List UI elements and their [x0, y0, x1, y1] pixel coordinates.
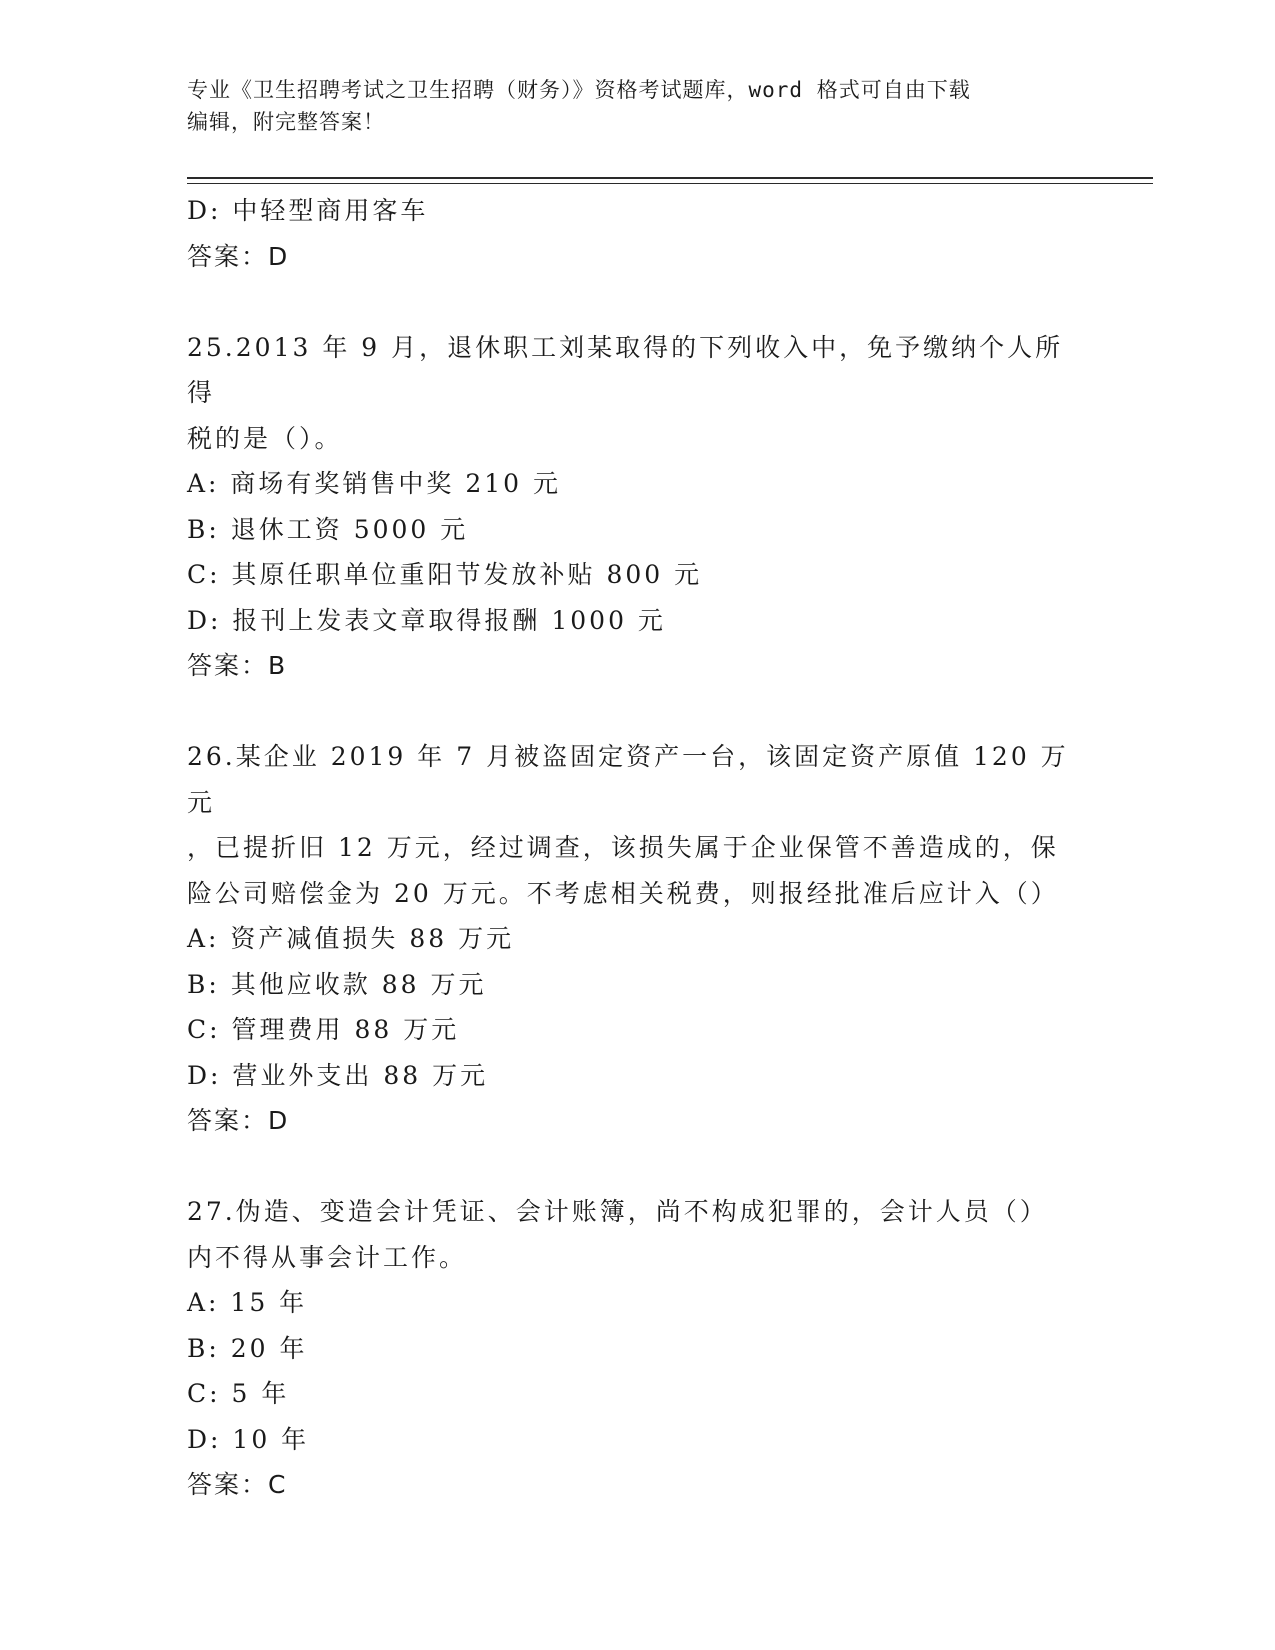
option-a: A: 商场有奖销售中奖 210 元: [187, 469, 562, 498]
option-c: C: 5 年: [187, 1379, 290, 1408]
question-stem-line: 险公司赔偿金为 20 万元。不考虑相关税费，则报经批准后应计入（）: [187, 878, 1059, 908]
option-b: B: 20 年: [187, 1333, 308, 1363]
spacer: [187, 689, 1087, 735]
option-d: D: 中轻型商用客车: [187, 196, 429, 225]
header-line-2: 编辑，附完整答案！: [187, 110, 385, 134]
option-d: D: 10 年: [187, 1424, 310, 1454]
header-rule-thick: [187, 177, 1153, 179]
question-stem-line: 27.伪造、变造会计凭证、会计账簿，尚不构成犯罪的，会计人员（）: [187, 1197, 1048, 1226]
option-d: D: 报刊上发表文章取得报酬 1000 元: [187, 605, 666, 635]
question-stem-line: 内不得从事会计工作。: [187, 1242, 468, 1272]
question-27: [187, 1189, 1087, 1508]
option-a: A: 资产减值损失 88 万元: [187, 924, 515, 953]
question-25: [187, 325, 1087, 689]
question-stem-line: ，已提折旧 12 万元，经过调查，该损失属于企业保管不善造成的，保: [187, 833, 1059, 862]
answer: 答案：D: [187, 241, 290, 271]
option-c: C: 管理费用 88 万元: [187, 1015, 460, 1044]
question-list: [187, 188, 1087, 1508]
question-stem-line: 25.2013 年 9 月，退休职工刘某取得的下列收入中，免予缴纳个人所得: [187, 332, 1064, 407]
document-header: [187, 74, 1067, 138]
answer: 答案：C: [187, 1470, 288, 1499]
spacer: [187, 279, 1087, 325]
option-c: C: 其原任职单位重阳节发放补贴 800 元: [187, 560, 703, 589]
option-d: D: 营业外支出 88 万元: [187, 1060, 489, 1090]
spacer: [187, 1144, 1087, 1190]
question-26: [187, 734, 1087, 1144]
question-stem-line: 26.某企业 2019 年 7 月被盗固定资产一台，该固定资产原值 120 万元: [187, 742, 1069, 817]
header-line-1: 专业《卫生招聘考试之卫生招聘（财务）》资格考试题库，word 格式可自由下载: [187, 78, 971, 102]
answer: 答案：D: [187, 1106, 290, 1135]
question-24-tail: [187, 188, 1087, 279]
option-b: B: 其他应收款 88 万元: [187, 969, 487, 999]
header-rule-thin: [187, 183, 1153, 184]
answer: 答案：B: [187, 651, 288, 680]
question-stem-line: 税的是（）。: [187, 423, 343, 453]
option-a: A: 15 年: [187, 1288, 308, 1317]
option-b: B: 退休工资 5000 元: [187, 514, 469, 544]
